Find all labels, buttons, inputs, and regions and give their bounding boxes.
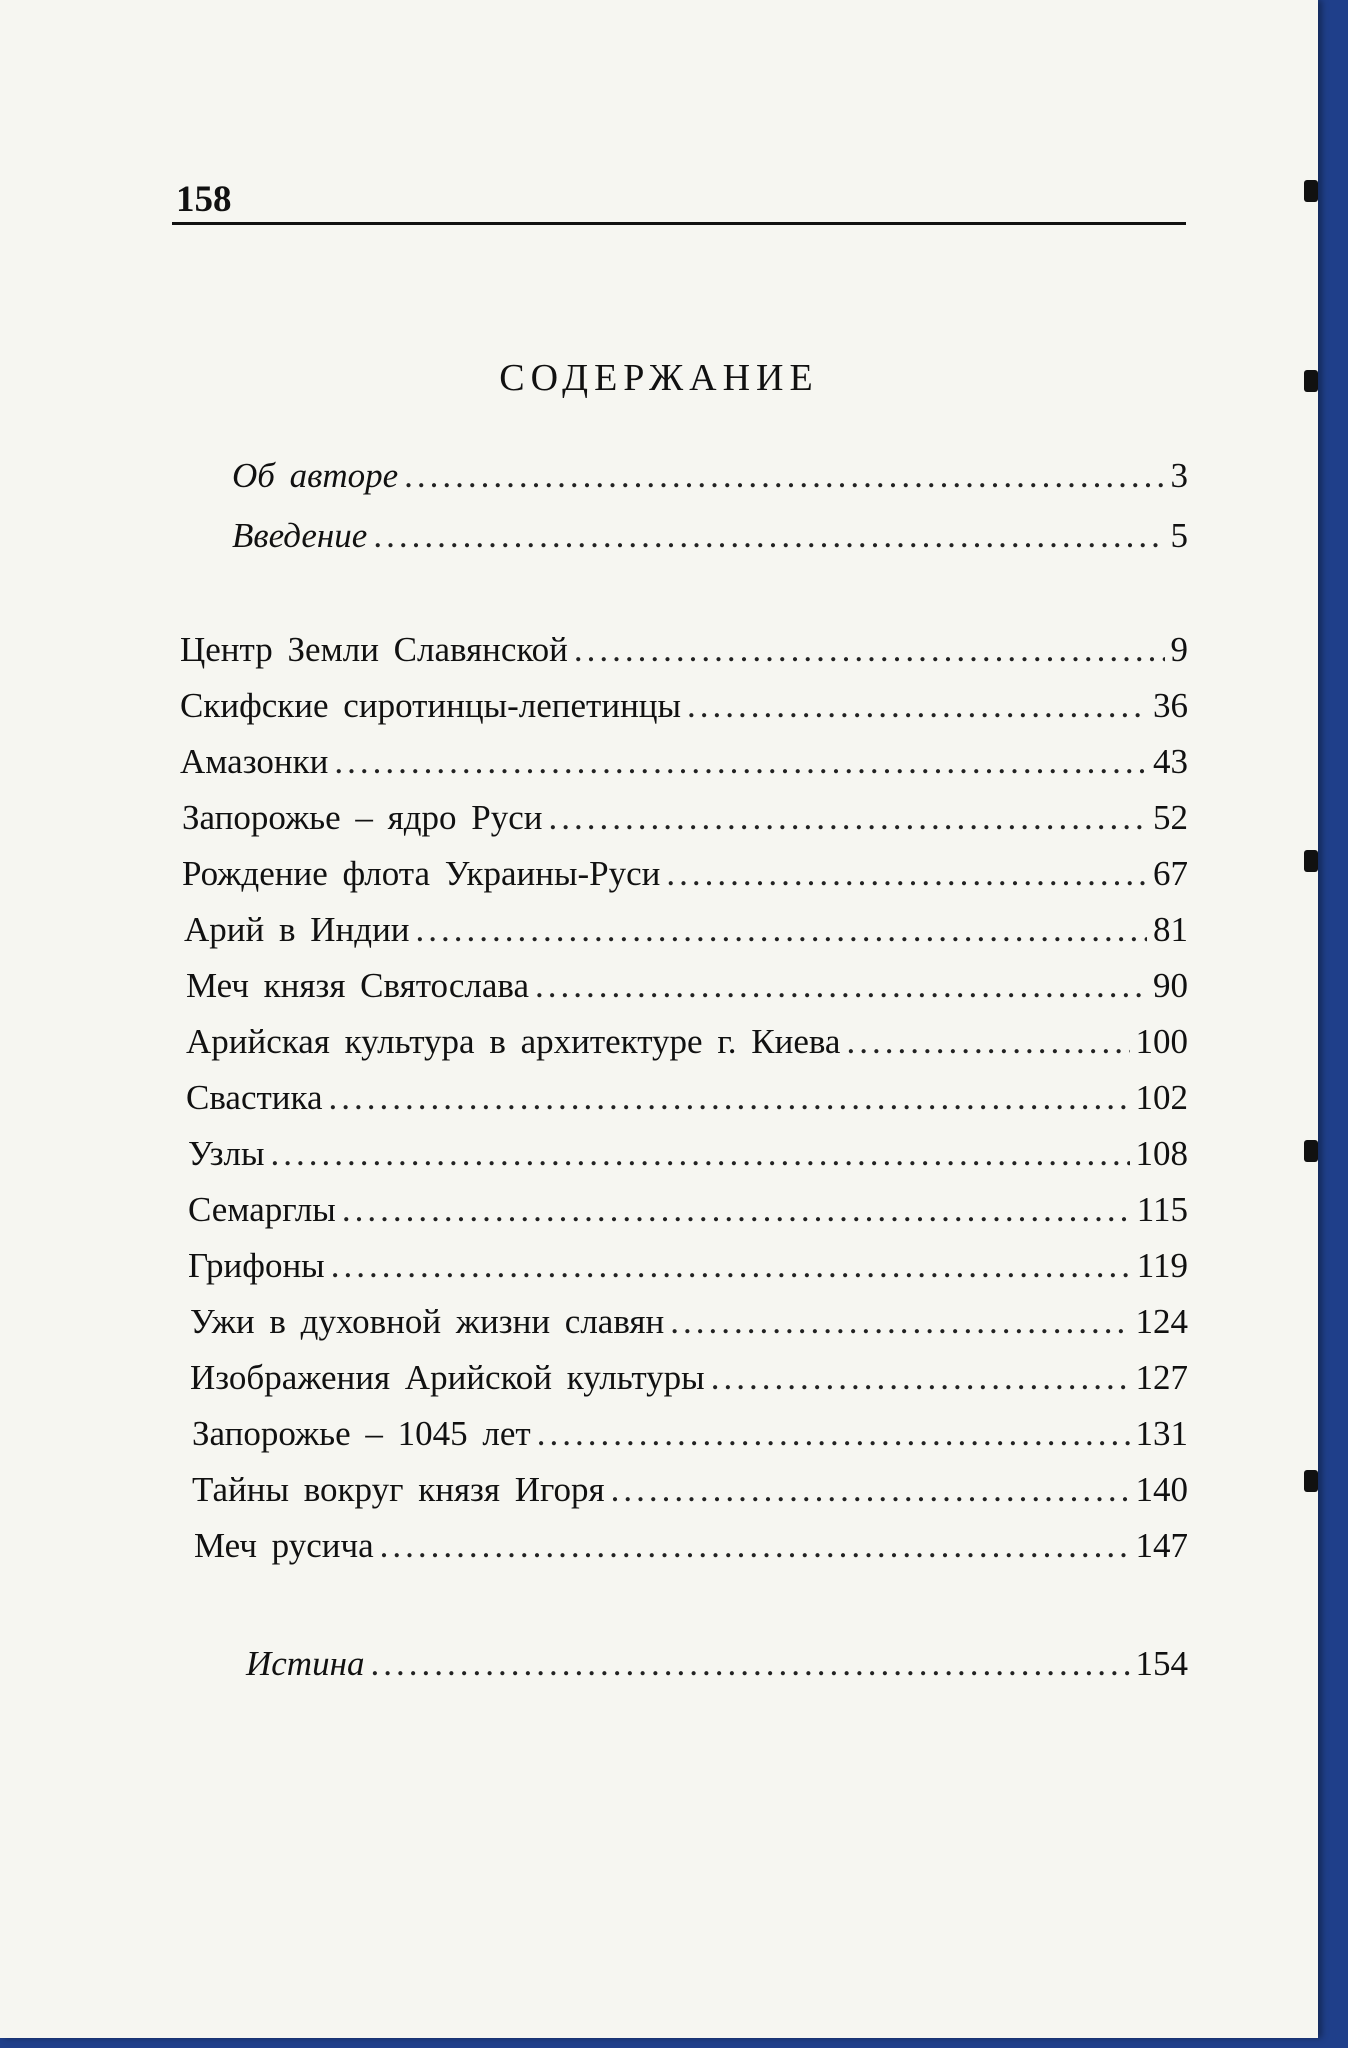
toc-entry-page: 36 [1153, 686, 1188, 725]
toc-entry-page: 67 [1153, 854, 1188, 893]
toc-leader [331, 1246, 1131, 1286]
toc-entry-title: Запорожье – ядро Руси [182, 798, 543, 837]
toc-leader [611, 1470, 1130, 1510]
toc-entry-page: 9 [1170, 630, 1188, 669]
toc-entry-title: Меч русича [194, 1526, 374, 1565]
toc-entry-title: Изображения Арийской культуры [190, 1358, 705, 1397]
binding-mark [1304, 850, 1318, 872]
toc-entry-title: Арийская культура в архитектуре г. Киева [186, 1022, 841, 1061]
toc-entry-page: 154 [1135, 1644, 1188, 1683]
toc-leader [535, 966, 1147, 1006]
toc-entry [232, 516, 1188, 556]
binding-mark [1304, 180, 1318, 202]
toc-entry-page: 102 [1135, 1078, 1188, 1117]
toc-leader [574, 630, 1165, 670]
toc-leader [342, 1190, 1131, 1230]
toc-entry-page: 3 [1170, 456, 1188, 495]
page-header [172, 178, 1186, 225]
toc-entry-title: Запорожье – 1045 лет [192, 1414, 531, 1453]
toc-leader [271, 1134, 1130, 1174]
toc-entry [232, 456, 1188, 496]
toc-leader [687, 686, 1147, 726]
toc-entry-title: Рождение флота Украины-Руси [182, 854, 661, 893]
toc-entry [246, 1644, 1188, 1684]
toc-leader [404, 456, 1164, 496]
toc-entry [186, 1078, 1188, 1118]
toc-leader [380, 1526, 1130, 1566]
toc-leader [329, 1078, 1130, 1118]
toc-entry-title: Амазонки [180, 742, 329, 781]
toc-entry-page: 124 [1135, 1302, 1188, 1341]
toc-entry-page: 108 [1135, 1134, 1188, 1173]
toc-entry-title: Об авторе [232, 456, 399, 495]
toc-leader [334, 742, 1147, 782]
toc-entry-title: Меч князя Святослава [186, 966, 530, 1005]
toc-entry [192, 1470, 1188, 1510]
toc-entry-title: Введение [232, 516, 368, 555]
toc-leader [846, 1022, 1129, 1062]
toc-leader [370, 1644, 1129, 1684]
toc-entry-page: 147 [1135, 1526, 1188, 1565]
toc-entry-page: 127 [1135, 1358, 1188, 1397]
toc-entry-title: Грифоны [188, 1246, 325, 1285]
toc-entry [182, 798, 1188, 838]
toc-entry [190, 1358, 1188, 1398]
toc-leader [416, 910, 1147, 950]
toc-leader [549, 798, 1147, 838]
toc-entry-title: Семарглы [188, 1190, 336, 1229]
toc-entry-page: 115 [1136, 1190, 1188, 1229]
toc-entry [180, 742, 1188, 782]
toc-entry-page: 81 [1153, 910, 1188, 949]
toc-entry-title: Скифские сиротинцы-лепетинцы [180, 686, 682, 725]
page-title: СОДЕРЖАНИЕ [499, 357, 819, 399]
toc-entry-title: Ужи в духовной жизни славян [190, 1302, 665, 1341]
toc-entry [186, 966, 1188, 1006]
binding-mark [1304, 1140, 1318, 1162]
toc-leader [537, 1414, 1130, 1454]
toc-entry [188, 1246, 1188, 1286]
toc-leader [711, 1358, 1130, 1398]
toc-entry [182, 854, 1188, 894]
toc-entry-title: Узлы [188, 1134, 265, 1173]
toc-entry-title: Арий в Индии [184, 910, 410, 949]
toc-entry [184, 910, 1188, 950]
toc-entry-title: Тайны вокруг князя Игоря [192, 1470, 605, 1509]
toc-entry-page: 52 [1153, 798, 1188, 837]
toc-entry [180, 630, 1188, 670]
page-number: 158 [176, 179, 232, 220]
toc-entry [192, 1414, 1188, 1454]
toc-entry-page: 5 [1170, 516, 1188, 555]
toc-entry [188, 1134, 1188, 1174]
toc-entry [188, 1190, 1188, 1230]
toc-leader [666, 854, 1147, 894]
binding-mark [1304, 1470, 1318, 1492]
toc-entry [194, 1526, 1188, 1566]
toc-leader [670, 1302, 1129, 1342]
toc-entry-page: 43 [1153, 742, 1188, 781]
toc-entry-page: 100 [1135, 1022, 1188, 1061]
toc-entry-title: Центр Земли Славянской [180, 630, 568, 669]
toc-entry [186, 1022, 1188, 1062]
toc-entry-page: 140 [1135, 1470, 1188, 1509]
toc-entry [190, 1302, 1188, 1342]
toc-entry-page: 131 [1135, 1414, 1188, 1453]
toc-entry-title: Свастика [186, 1078, 323, 1117]
toc-entry-page: 90 [1153, 966, 1188, 1005]
toc-entry-title: Истина [246, 1644, 365, 1683]
toc-entry [180, 686, 1188, 726]
toc-leader [373, 516, 1164, 556]
toc-entry-page: 119 [1136, 1246, 1188, 1285]
